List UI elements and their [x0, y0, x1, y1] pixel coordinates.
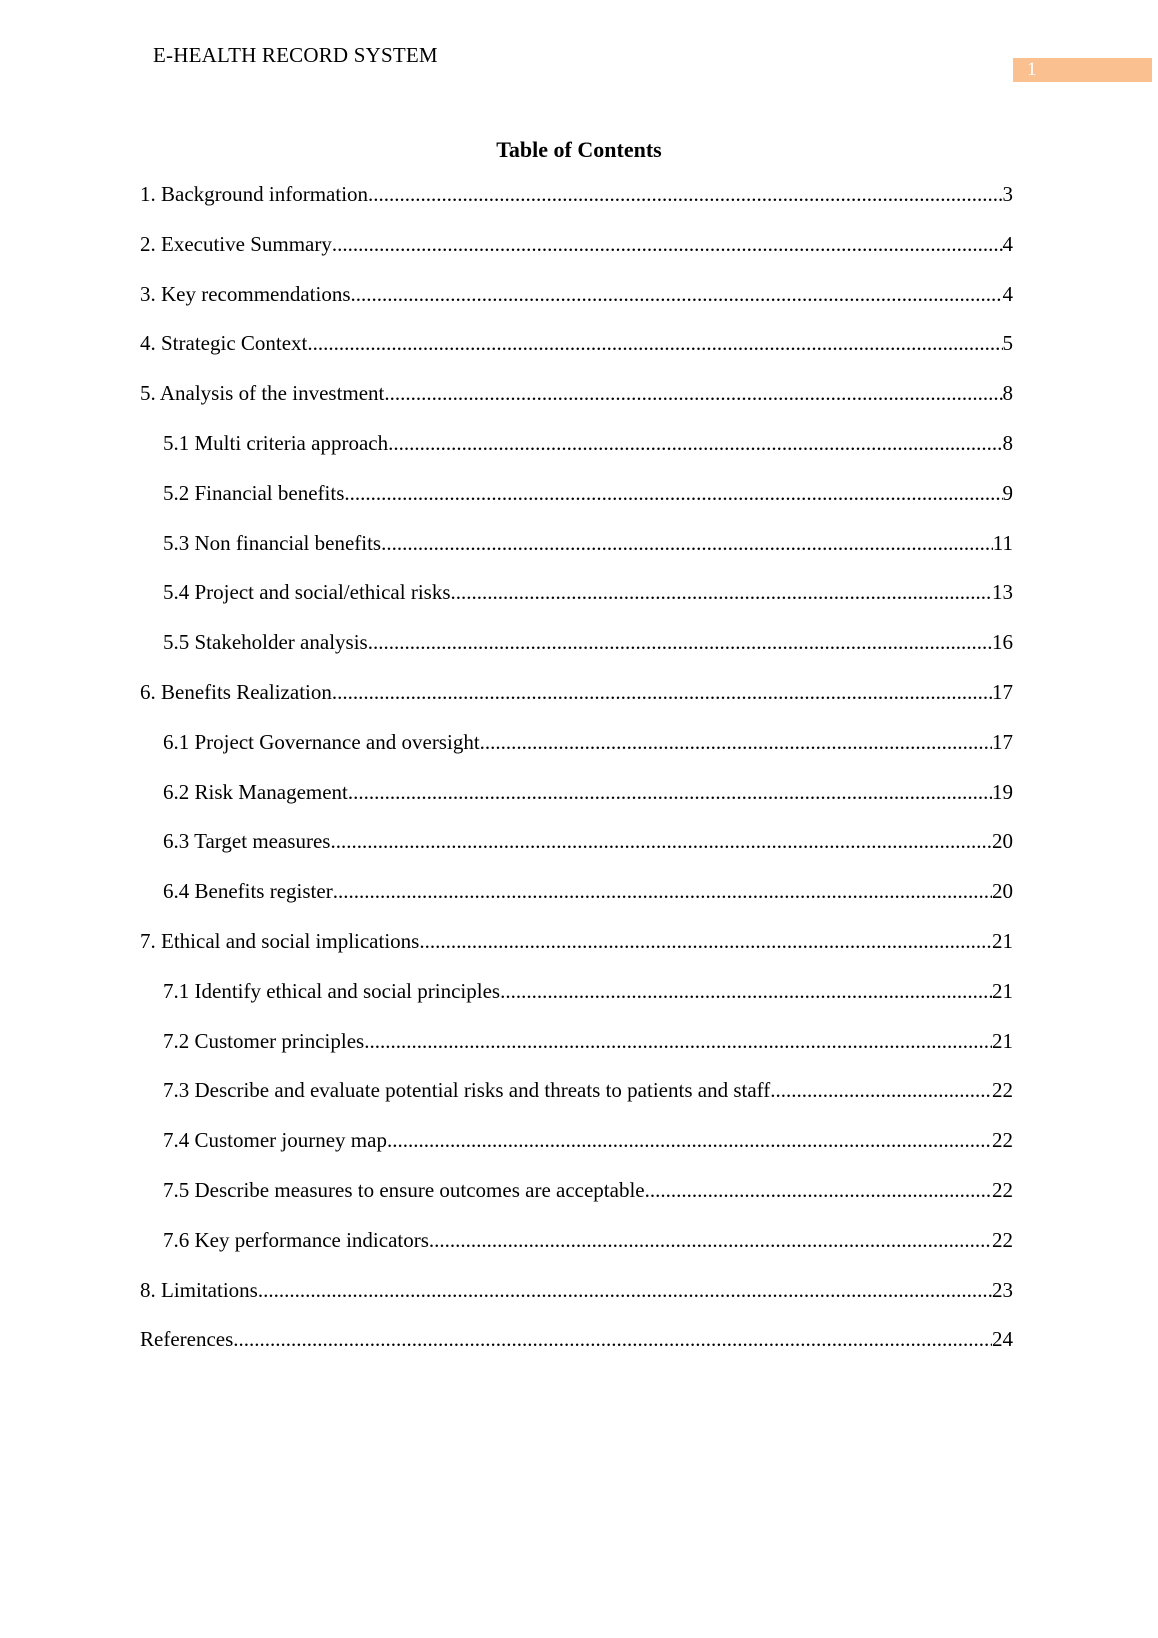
toc-entry-label: 5.5 Stakeholder analysis	[163, 630, 368, 655]
toc-dot-leader	[381, 528, 993, 558]
toc-entry-label: References	[140, 1327, 234, 1352]
toc-dot-leader	[348, 777, 992, 807]
toc-entry[interactable]	[140, 926, 1013, 976]
toc-dot-leader	[387, 1125, 992, 1155]
toc-entry[interactable]	[140, 229, 1013, 279]
toc-entry[interactable]	[140, 1275, 1013, 1325]
toc-entry-page-number: 4	[1002, 281, 1013, 306]
toc-entry[interactable]	[140, 876, 1013, 926]
toc-entry-label: 8. Limitations	[140, 1277, 258, 1302]
toc-entry-label: 7.1 Identify ethical and social principles	[163, 978, 501, 1003]
toc-entry-page-number: 4	[1002, 231, 1013, 256]
toc-entry-label: 7.2 Customer principles	[163, 1028, 365, 1053]
toc-dot-leader	[233, 1324, 992, 1354]
toc-entry[interactable]	[140, 627, 1013, 677]
toc-dot-leader	[332, 677, 992, 707]
toc-dot-leader	[480, 727, 992, 757]
toc-entry-page-number: 8	[1002, 381, 1013, 406]
toc-entry-label: 7. Ethical and social implications	[140, 928, 420, 953]
toc-entry-page-number: 20	[992, 829, 1013, 854]
toc-entry[interactable]	[140, 428, 1013, 478]
toc-entry[interactable]	[140, 528, 1013, 578]
toc-entry[interactable]	[140, 179, 1013, 229]
toc-entry-page-number: 11	[992, 530, 1013, 555]
toc-heading: Table of Contents	[496, 137, 662, 162]
toc-dot-leader	[770, 1075, 992, 1105]
toc-dot-leader	[419, 926, 992, 956]
toc-dot-leader	[429, 1225, 992, 1255]
toc-entry-label: 5.2 Financial benefits	[163, 480, 345, 505]
toc-dot-leader	[368, 627, 992, 657]
toc-dot-leader	[645, 1175, 992, 1205]
toc-dot-leader	[333, 876, 992, 906]
page-number-badge	[1013, 58, 1152, 82]
toc-entry-page-number: 16	[992, 630, 1013, 655]
running-header-title: E-HEALTH RECORD SYSTEM	[153, 43, 438, 67]
toc-entry[interactable]	[140, 1075, 1013, 1125]
toc-entry-label: 5.1 Multi criteria approach	[163, 430, 389, 455]
toc-entry-label: 1. Background information	[140, 182, 369, 206]
toc-entry[interactable]	[140, 1125, 1013, 1175]
table-of-contents	[140, 179, 1013, 1374]
toc-dot-leader	[307, 328, 1002, 358]
toc-entry[interactable]	[140, 577, 1013, 627]
toc-entry-label: 3. Key recommendations	[140, 281, 351, 306]
toc-entry[interactable]	[140, 1324, 1013, 1374]
toc-entry-page-number: 21	[992, 978, 1013, 1003]
toc-dot-leader	[364, 1026, 992, 1056]
toc-entry-label: 6.3 Target measures	[163, 829, 331, 854]
toc-entry-page-number: 23	[992, 1277, 1013, 1302]
toc-dot-leader	[384, 378, 1002, 408]
toc-entry-page-number: 5	[1002, 331, 1013, 356]
toc-dot-leader	[332, 229, 1003, 259]
toc-entry[interactable]	[140, 1026, 1013, 1076]
toc-entry[interactable]	[140, 677, 1013, 727]
toc-entry-label: 5.3 Non financial benefits	[163, 530, 382, 555]
toc-entry[interactable]	[140, 1175, 1013, 1225]
toc-dot-leader	[351, 279, 1003, 309]
toc-entry-page-number: 21	[992, 1028, 1013, 1053]
toc-dot-leader	[258, 1275, 992, 1305]
toc-entry[interactable]	[140, 1225, 1013, 1275]
toc-entry[interactable]	[140, 826, 1013, 876]
toc-entry[interactable]	[140, 777, 1013, 827]
toc-entry[interactable]	[140, 727, 1013, 777]
toc-entry[interactable]	[140, 976, 1013, 1026]
toc-entry-page-number: 19	[992, 779, 1013, 804]
page-number: 1	[1027, 59, 1037, 80]
toc-entry-page-number: 20	[992, 879, 1013, 904]
toc-entry[interactable]	[140, 378, 1013, 428]
toc-entry-page-number: 22	[992, 1128, 1013, 1153]
toc-entry-label: 7.4 Customer journey map	[163, 1128, 387, 1153]
toc-dot-leader	[451, 577, 992, 607]
toc-dot-leader	[388, 428, 1002, 458]
toc-entry-page-number: 22	[992, 1078, 1013, 1103]
toc-entry-page-number: 24	[992, 1327, 1013, 1352]
toc-entry-label: 5.4 Project and social/ethical risks	[163, 580, 451, 605]
toc-entry-label: 7.5 Describe measures to ensure outcomes are acceptable	[163, 1177, 645, 1202]
toc-entry-page-number: 22	[992, 1177, 1013, 1202]
toc-entry-label: 6. Benefits Realization	[140, 679, 332, 704]
toc-entry-label: 4. Strategic Context	[140, 331, 308, 356]
toc-dot-leader	[368, 179, 1002, 209]
toc-entry-page-number: 21	[992, 928, 1013, 953]
toc-entry-page-number: 9	[1002, 480, 1013, 505]
toc-entry-label: 2. Executive Summary	[140, 231, 332, 256]
toc-dot-leader	[500, 976, 992, 1006]
toc-entry-label: 5. Analysis of the investment	[140, 381, 385, 406]
toc-entry-page-number: 22	[992, 1227, 1013, 1252]
toc-entry[interactable]	[140, 328, 1013, 378]
toc-entry-label: 6.1 Project Governance and oversight	[163, 729, 480, 754]
toc-entry-page-number: 13	[992, 580, 1013, 605]
toc-entry-label: 6.2 Risk Management	[163, 779, 348, 804]
toc-entry-page-number: 17	[992, 679, 1013, 704]
toc-entry[interactable]	[140, 478, 1013, 528]
toc-entry-page-number: 17	[992, 729, 1013, 754]
toc-dot-leader	[344, 478, 1002, 508]
toc-entry-label: 6.4 Benefits register	[163, 879, 333, 904]
toc-entry-page-number: 8	[1002, 430, 1013, 455]
toc-dot-leader	[330, 826, 992, 856]
toc-entry-page-number: 3	[1002, 182, 1013, 206]
toc-entry[interactable]	[140, 279, 1013, 329]
toc-entry-label: 7.3 Describe and evaluate potential risks and threats to patients and staff	[163, 1078, 771, 1103]
toc-entry-label: 7.6 Key performance indicators	[163, 1227, 429, 1252]
